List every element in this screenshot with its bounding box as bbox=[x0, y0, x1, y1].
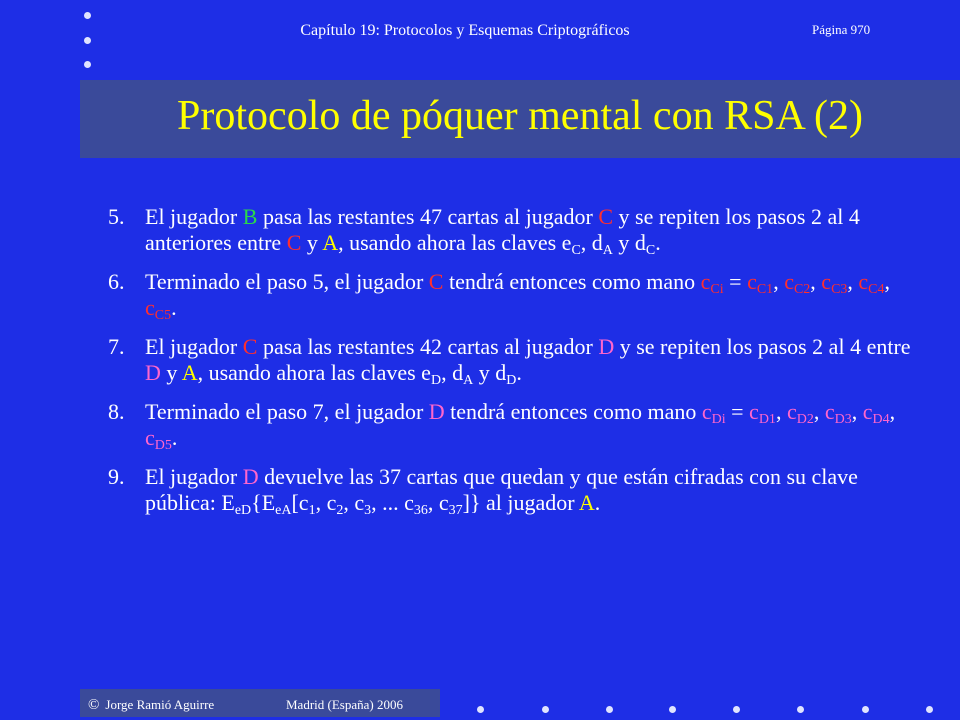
slide-title: Protocolo de póquer mental con RSA (2) bbox=[177, 93, 863, 139]
step-number: 6. bbox=[108, 268, 125, 294]
author-name: Jorge Ramió Aguirre bbox=[105, 697, 215, 712]
page-number: Página 970 bbox=[812, 22, 871, 37]
decorative-dot bbox=[84, 61, 91, 68]
decorative-dot bbox=[669, 706, 676, 713]
step-item bbox=[108, 204, 918, 256]
decorative-dot bbox=[862, 706, 869, 713]
step-number: 8. bbox=[108, 398, 125, 424]
decorative-dot bbox=[84, 12, 91, 19]
step-item bbox=[108, 464, 918, 516]
step-number: 7. bbox=[108, 333, 125, 359]
step-text: Terminado el paso 7, el jugador D tendrá entonces como mano $c_{Di} = c_{D1}$, $c_{D2}$, $c_{D3}$, $c_{D4}$, $c_{D5}$. bbox=[145, 398, 896, 453]
copyright-symbol: © bbox=[88, 697, 100, 713]
step-item bbox=[108, 334, 918, 386]
step-text: El jugador D devuelve las 37 cartas que quedan y que están cifradas con su clave pública: $E_{eD}\{E_{eA}[c_1$, $c_2$, $c_3$, ... $c_{36}$, $c_{37}$]} al jugador A. bbox=[145, 463, 858, 518]
decorative-dot bbox=[926, 706, 933, 713]
step-number: 5. bbox=[108, 204, 125, 229]
step-item bbox=[108, 399, 918, 451]
protocol-steps bbox=[108, 204, 918, 529]
step-item bbox=[108, 269, 918, 321]
step-text: El jugador C pasa las restantes 42 cartas al jugador D y se repiten los pasos 2 al 4 entre D y A, usando ahora las claves $e_D$, $d_A$ y $d_D$. bbox=[145, 333, 911, 388]
step-text: Terminado el paso 5, el jugador C tendrá entonces como mano $c_{Ci} = c_{C1}$, $c_{C2}$, $c_{C3}$, $c_{C4}$, $c_{C5}$. bbox=[145, 268, 891, 323]
footer-author bbox=[88, 697, 214, 714]
decorative-dot bbox=[542, 706, 549, 713]
decorative-dot bbox=[797, 706, 804, 713]
footer-place: Madrid (España) 2006 bbox=[286, 697, 403, 712]
decorative-dot bbox=[477, 706, 484, 713]
chapter-header: Capítulo 19: Protocolos y Esquemas Criptográficos bbox=[300, 22, 630, 39]
decorative-dot bbox=[606, 706, 613, 713]
step-text: El jugador B pasa las restantes 47 cartas al jugador C y se repiten los pasos 2 al 4 anteriores entre C y A, usando ahora las claves $e_C$, $d_A$ y $d_C$. bbox=[145, 204, 860, 258]
step-number: 9. bbox=[108, 463, 125, 489]
decorative-dot bbox=[733, 706, 740, 713]
